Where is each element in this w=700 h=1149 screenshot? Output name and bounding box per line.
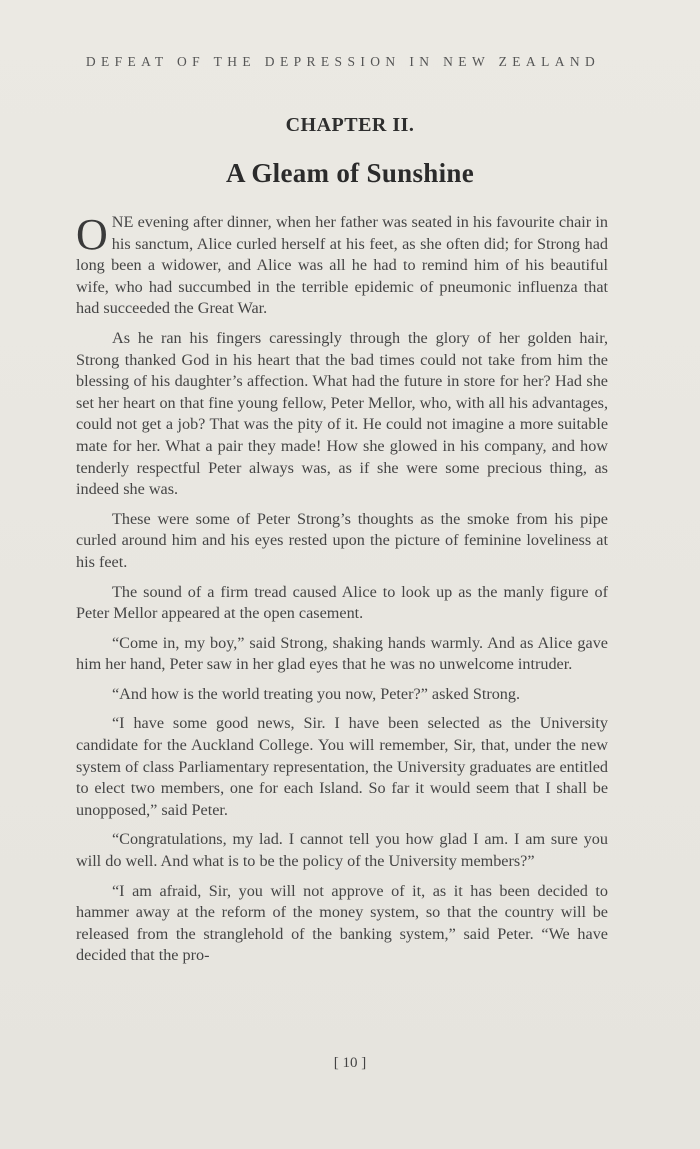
paragraph-9: “I am afraid, Sir, you will not approve of it, as it has been decided to hammer away at the reform of the money system, so that the country will be released from the stranglehold of the banking system,” said Peter. “We have decided that the pro-	[76, 881, 608, 965]
running-head: DEFEAT OF THE DEPRESSION IN NEW ZEALAND	[85, 54, 601, 69]
body-text	[76, 212, 608, 975]
paragraph-2: As he ran his fingers caressingly through the glory of her golden hair, Strong thanked God in his heart that the bad times could not take from him the blessing of his daughter’s affection. What had the future in store for her? Had she set her heart on that fine young fellow, Peter Mellor, who, with all his advantages, could not get a job? That was the pity of it. He could not imagine a more suitable mate for her. What a pair they made! How she glowed in his company, and how tenderly respectful Peter always was, as if she were some precious thing, as indeed she was.	[76, 328, 608, 499]
paragraph-3: These were some of Peter Strong’s thoughts as the smoke from his pipe curled around him and his eyes rested upon the picture of feminine loveliness at his feet.	[76, 509, 608, 571]
paragraph-8: “Congratulations, my lad. I cannot tell you how glad I am. I am sure you will do well. And what is to be the policy of the University members?”	[76, 830, 608, 871]
paragraph-1	[76, 212, 608, 320]
paragraph-5: “Come in, my boy,” said Strong, shaking hands warmly. And as Alice gave him her hand, Peter saw in her glad eyes that he was no unwelcome intruder.	[76, 633, 608, 674]
chapter-label: CHAPTER II.	[285, 114, 415, 136]
chapter-title: A Gleam of Sunshine	[225, 158, 474, 188]
paragraph-7: “I have some good news, Sir. I have been selected as the University candidate for the Auckland College. You will remember, Sir, that, under the new system of class Parliamentary representation, the University graduates are entitled to elect two members, one for each Island. So far it would seem that I shall be unopposed,” said Peter.	[76, 714, 608, 819]
drop-cap: O	[76, 210, 108, 259]
page-number: [ 10 ]	[333, 1055, 367, 1071]
paragraph-6: “And how is the world treating you now, Peter?” asked Strong.	[112, 684, 521, 703]
paragraph-4: The sound of a firm tread caused Alice to look up as the manly figure of Peter Mellor appeared at the open casement.	[76, 582, 608, 623]
paragraph-1-text: NE evening after dinner, when her father was seated in his favourite chair in his sanctum, Alice curled herself at his feet, as she often did; for Strong had long been a widower, and Alice was all he had to remind him of his beautiful wife, who had succumbed in the terrible epidemic of pneumonic influenza that had succeeded the Great War.	[76, 213, 608, 318]
